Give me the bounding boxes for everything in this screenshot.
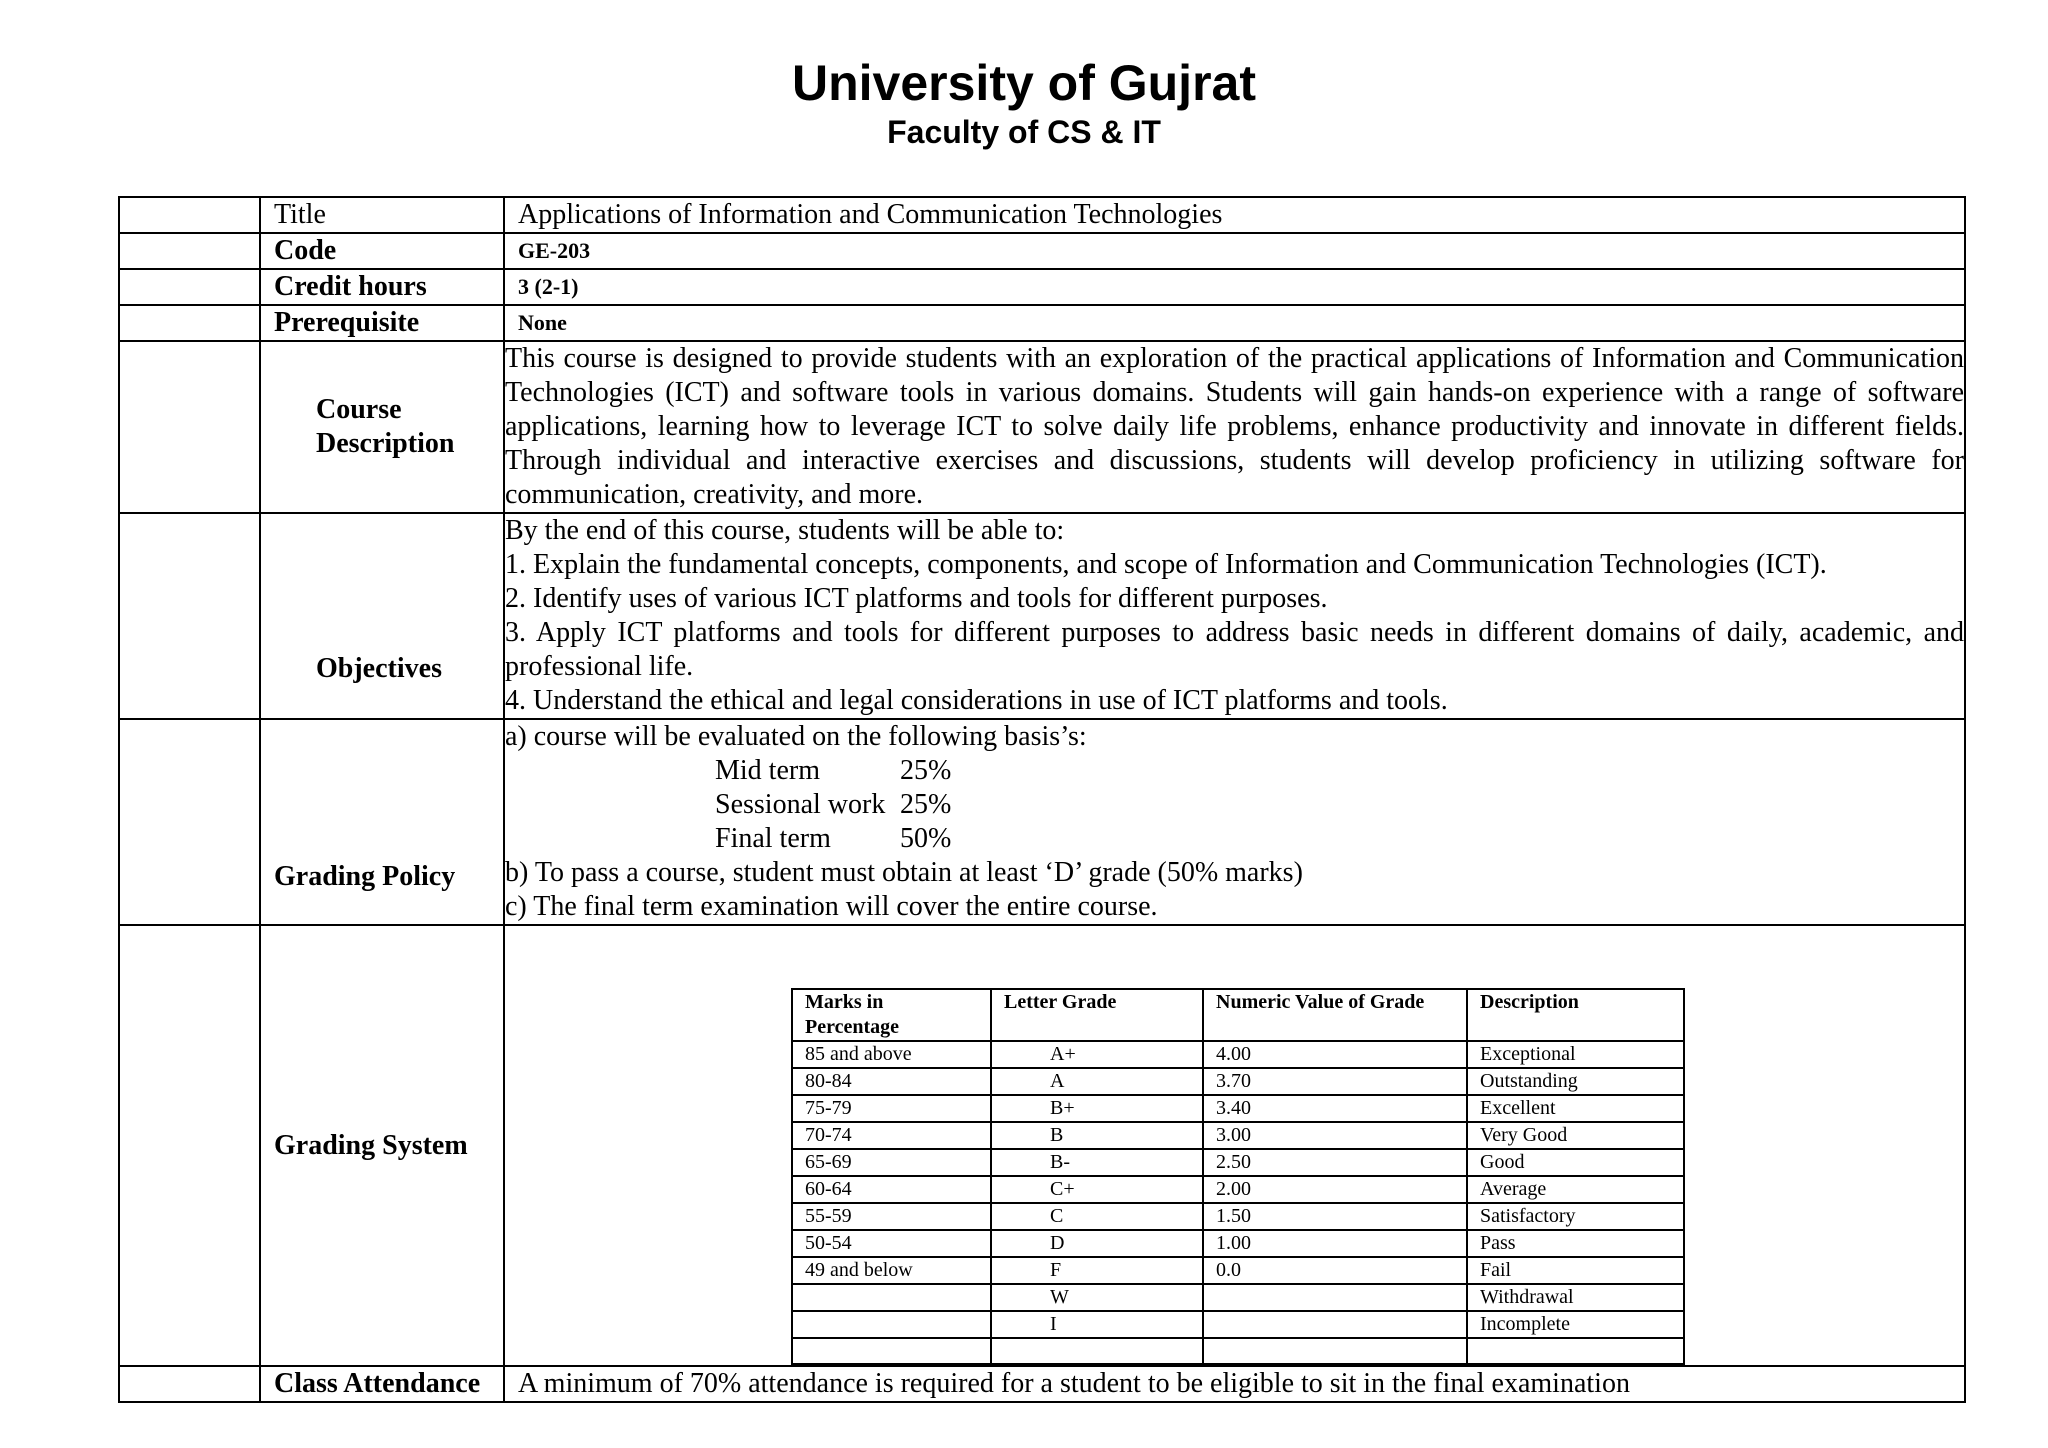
letter-grade-cell: A [991,1068,1203,1095]
marks-cell: 65-69 [792,1149,991,1176]
title-value: Applications of Information and Communication Technologies [504,197,1965,233]
blank-cell [119,513,260,719]
header-letter-grade: Letter Grade [991,989,1203,1041]
grade-description-cell: Excellent [1467,1095,1684,1122]
course-description-text [504,341,1965,513]
marks-cell: 75-79 [792,1095,991,1122]
marks-cell: 60-64 [792,1176,991,1203]
letter-grade-cell: W [991,1284,1203,1311]
objective-item: 2. Identify uses of various ICT platforms and tools for different purposes. [505,583,1328,614]
grading-table [791,988,1685,1365]
grading-component-weight: 25% [900,755,952,786]
numeric-value-cell: 3.70 [1203,1068,1467,1095]
letter-grade-cell: D [991,1230,1203,1257]
marks-cell: 70-74 [792,1122,991,1149]
grading-table-row [792,1284,1684,1311]
header-marks: Marks in Percentage [792,989,991,1041]
numeric-value-cell [1203,1284,1467,1311]
code-value: GE-203 [504,233,1965,269]
row-grading-system [119,925,1965,1366]
objective-item: 3. Apply ICT platforms and tools for different purposes to address basic needs in different domains of daily, academic, and professional life. [505,617,1964,682]
numeric-value-cell [1203,1311,1467,1338]
prerequisite-label: Prerequisite [260,305,504,341]
blank-cell [119,1366,260,1402]
grading-table-body [792,1041,1684,1364]
grading-table-header [792,989,1684,1041]
grading-table-row [792,1203,1684,1230]
grading-policy-label: Grading Policy [274,861,456,892]
letter-grade-cell: C [991,1203,1203,1230]
row-class-attendance [119,1366,1965,1402]
blank-cell [119,233,260,269]
blank-cell [119,925,260,1366]
grading-table-row [792,1257,1684,1284]
grade-description-cell: Outstanding [1467,1068,1684,1095]
grading-component-weight: 25% [900,789,952,820]
letter-grade-cell: B [991,1122,1203,1149]
grade-description-cell [1467,1338,1684,1364]
grading-policy-a: a) course will be evaluated on the following basis’s: [505,721,1087,752]
numeric-value-cell: 2.50 [1203,1149,1467,1176]
grading-table-row [792,1122,1684,1149]
grade-description-cell: Average [1467,1176,1684,1203]
marks-cell: 80-84 [792,1068,991,1095]
grade-description-cell: Very Good [1467,1122,1684,1149]
letter-grade-cell: C+ [991,1176,1203,1203]
letter-grade-cell [991,1338,1203,1364]
marks-cell: 55-59 [792,1203,991,1230]
grade-description-cell: Exceptional [1467,1041,1684,1068]
marks-cell: 50-54 [792,1230,991,1257]
row-title [119,197,1965,233]
row-course-description [119,341,1965,513]
university-title: University of Gujrat [792,55,1256,111]
numeric-value-cell: 4.00 [1203,1041,1467,1068]
objectives-intro: By the end of this course, students will be able to: [505,515,1065,546]
grading-system-label-cell [260,925,504,1366]
grading-system-label: Grading System [274,1129,468,1161]
grade-description-cell: Incomplete [1467,1311,1684,1338]
blank-cell [119,719,260,925]
faculty-subtitle: Faculty of CS & IT [887,114,1161,150]
grading-component [505,788,1964,822]
numeric-value-cell [1203,1338,1467,1364]
row-credit-hours [119,269,1965,305]
blank-cell [119,341,260,513]
numeric-value-cell: 3.00 [1203,1122,1467,1149]
course-description-label [260,341,504,513]
grade-description-cell: Fail [1467,1257,1684,1284]
row-prerequisite [119,305,1965,341]
grading-component-weight: 50% [900,823,952,854]
header-description: Description [1467,989,1684,1041]
row-code [119,233,1965,269]
row-grading-policy [119,719,1965,925]
grading-policy-text [504,719,1965,925]
class-attendance-value: A minimum of 70% attendance is required for a student to be eligible to sit in the final examination [504,1366,1965,1402]
grading-component [505,754,1964,788]
grading-table-row [792,1041,1684,1068]
blank-cell [119,305,260,341]
numeric-value-cell: 1.00 [1203,1230,1467,1257]
letter-grade-cell: F [991,1257,1203,1284]
grading-table-row [792,1068,1684,1095]
grading-component [505,822,1964,856]
blank-cell [119,269,260,305]
marks-cell: 49 and below [792,1257,991,1284]
course-description-label-line1: Course [316,394,402,425]
grade-description-cell: Satisfactory [1467,1203,1684,1230]
grading-table-row [792,1176,1684,1203]
objectives-label: Objectives [316,653,442,684]
grading-table-row [792,1149,1684,1176]
grading-table-row [792,1311,1684,1338]
grading-policy-b: b) To pass a course, student must obtain at least ‘D’ grade (50% marks) [505,857,1303,888]
credit-hours-label: Credit hours [260,269,504,305]
prerequisite-value: None [504,305,1965,341]
header-numeric-value: Numeric Value of Grade [1203,989,1467,1041]
grading-system-cell [504,925,1965,1366]
objectives-label-cell [260,513,504,719]
marks-cell: 85 and above [792,1041,991,1068]
grading-component-name: Mid term [715,755,820,786]
grade-description-cell: Pass [1467,1230,1684,1257]
grade-description-cell: Withdrawal [1467,1284,1684,1311]
row-objectives [119,513,1965,719]
grading-table-row [792,1230,1684,1257]
class-attendance-label: Class Attendance [260,1366,504,1402]
marks-cell [792,1284,991,1311]
letter-grade-cell: B+ [991,1095,1203,1122]
letter-grade-cell: I [991,1311,1203,1338]
title-label: Title [260,197,504,233]
grading-component-name: Sessional work [715,789,886,820]
grading-policy-c: c) The final term examination will cover the entire course. [505,891,1158,922]
numeric-value-cell: 3.40 [1203,1095,1467,1122]
grading-table-row [792,1095,1684,1122]
grading-policy-label-cell [260,719,504,925]
objective-item: 1. Explain the fundamental concepts, components, and scope of Information and Communication Technologies (ICT). [505,549,1827,580]
code-label: Code [260,233,504,269]
grading-component-name: Final term [715,823,831,854]
course-description-paragraph: This course is designed to provide students with an exploration of the practical applications of Information and Communication Technologies (ICT) and software tools in various domains. Students will gain hands-on experience with a range of software applications, learning how to leverage ICT to solve daily life problems, enhance productivity and innovate in different fields. Through individual and interactive exercises and discussions, students will develop proficiency in utilizing software for communication, creativity, and more. [505,343,1964,510]
marks-cell [792,1311,991,1338]
numeric-value-cell: 1.50 [1203,1203,1467,1230]
letter-grade-cell: A+ [991,1041,1203,1068]
objectives-text [504,513,1965,719]
credit-hours-value: 3 (2-1) [504,269,1965,305]
numeric-value-cell: 2.00 [1203,1176,1467,1203]
objective-item: 4. Understand the ethical and legal considerations in use of ICT platforms and tools. [505,685,1448,716]
blank-cell [119,197,260,233]
marks-cell [792,1338,991,1364]
grading-table-row [792,1338,1684,1364]
letter-grade-cell: B- [991,1149,1203,1176]
numeric-value-cell: 0.0 [1203,1257,1467,1284]
course-description-label-line2: Description [316,428,455,459]
grade-description-cell: Good [1467,1149,1684,1176]
course-outline-table [118,196,1966,1403]
